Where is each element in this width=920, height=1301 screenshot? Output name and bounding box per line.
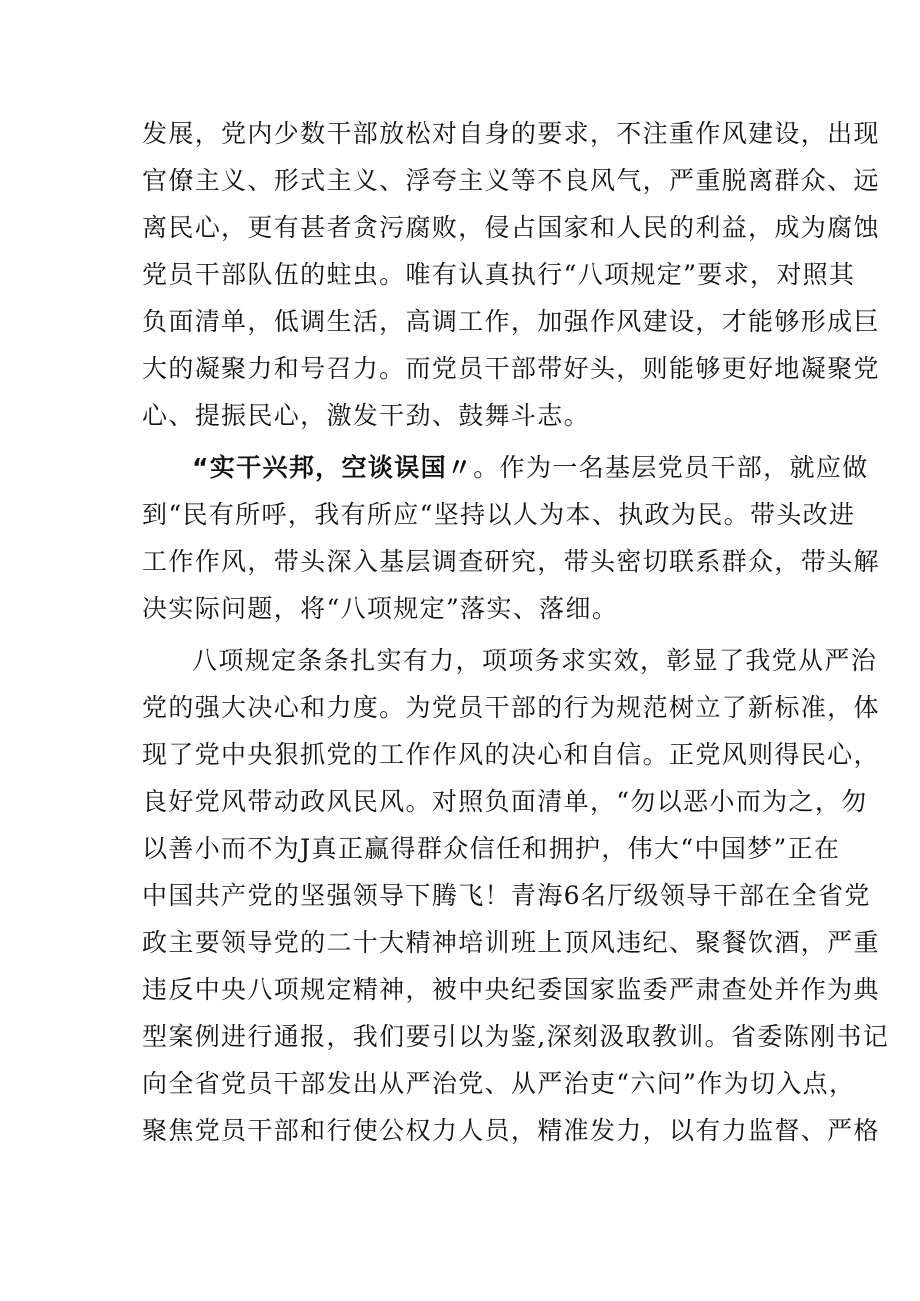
paragraph-2-line-2: 到“民有所呼，我有所应“坚持以人为本、执政为民。带头改进 bbox=[142, 500, 856, 529]
paragraph-3-line-7: 政主要领导党的二十大精神培训班上顶风违纪、聚餐饮酒，严重 bbox=[142, 928, 880, 957]
paragraph-2-line-4: 决实际问题，将“八项规定”落实、落细。 bbox=[142, 594, 619, 623]
paragraph-2-bold-lead: “实干兴邦，空谈误国〃 bbox=[192, 453, 474, 482]
paragraph-3-line-1: 八项规定条条扎实有力，项项务求实效，彰显了我党从严治 bbox=[192, 646, 878, 675]
paragraph-2-lead-rest: 。作为一名基层党员干部，就应做 bbox=[473, 453, 869, 482]
paragraph-3-line-5: 以善小而不为J真正赢得群众信任和拥护，伟大“中国梦”正在 bbox=[142, 834, 841, 863]
paragraph-1-line-5: 负面清单，低调生活，高调工作，加强作风建设，才能够形成巨 bbox=[142, 307, 880, 336]
paragraph-2-line-3: 工作作风，带头深入基层调查研究，带头密切联系群众，带头解 bbox=[142, 547, 880, 576]
paragraph-3-line-8: 违反中央八项规定精神，被中央纪委国家监委严肃查处并作为典 bbox=[142, 975, 880, 1004]
paragraph-3-line-6: 中国共产党的坚强领导下腾飞！青海6名厅级领导干部在全省党 bbox=[142, 881, 871, 910]
paragraph-3-line-9: 型案例进行通报，我们要引以为鉴,深刻汲取教训。省委陈刚书记 bbox=[142, 1022, 890, 1051]
paragraph-3-line-4: 良好党风带动政风民风。对照负面清单，“勿以恶小而为之，勿 bbox=[142, 787, 868, 816]
paragraph-1-line-6: 大的凝聚力和号召力。而党员干部带好头，则能够更好地凝聚党 bbox=[142, 354, 880, 383]
paragraph-1-line-1: 发展，党内少数干部放松对自身的要求，不注重作风建设，出现 bbox=[142, 119, 880, 148]
paragraph-3-line-11: 聚焦党员干部和行使公权力人员，精准发力，以有力监督、严格 bbox=[142, 1116, 880, 1145]
paragraph-1-line-7: 心、提振民心，激发干劲、鼓舞斗志。 bbox=[142, 401, 590, 430]
paragraph-1-line-2: 官僚主义、形式主义、浮夸主义等不良风气，严重脱离群众、远 bbox=[142, 166, 880, 195]
paragraph-3-line-10: 向全省党员干部发出从严治党、从严治吏“六问”作为切入点， bbox=[142, 1069, 856, 1098]
paragraph-3-line-2: 党的强大决心和力度。为党员干部的行为规范树立了新标准，体 bbox=[142, 693, 880, 722]
paragraph-3-line-3: 现了党中央狠抓党的工作作风的决心和自信。正党风则得民心， bbox=[142, 740, 880, 769]
paragraph-1-line-3: 离民心，更有甚者贪污腐败，侵占国家和人民的利益，成为腐蚀 bbox=[142, 213, 880, 242]
paragraph-2-line-1 bbox=[192, 444, 869, 492]
paragraph-1-line-4: 党员干部队伍的蛀虫。唯有认真执行“八项规定”要求，对照其 bbox=[142, 260, 856, 289]
